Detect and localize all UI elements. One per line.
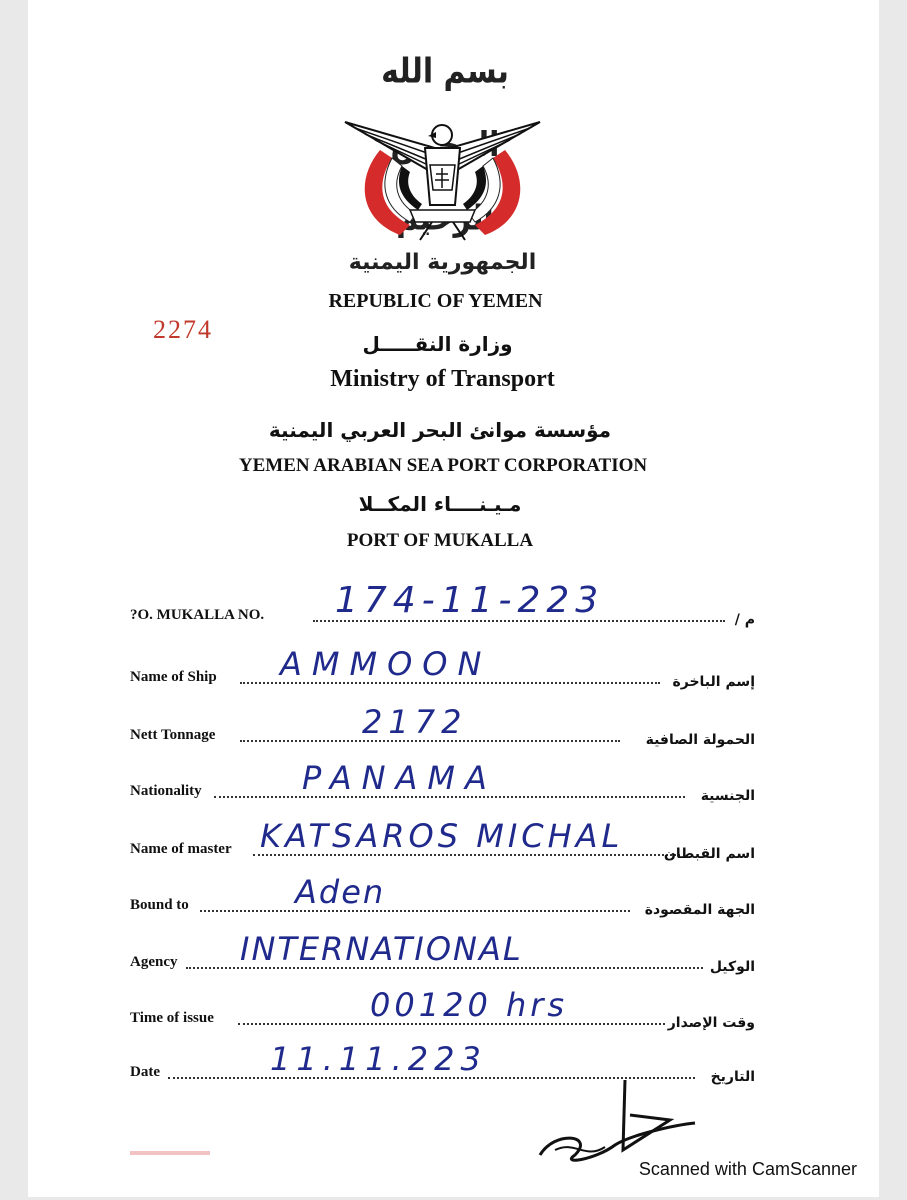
handwritten-value: Aden [295,873,386,911]
dotted-line [200,910,630,912]
signature-icon [535,1075,705,1165]
field-label-en: Time of issue [130,1010,214,1026]
field-label-ar: التاريخ [710,1069,755,1085]
field-label-en: Name of master [130,841,232,857]
form-row-bound-to [130,873,755,920]
port-title: PORT OF MUKALLA [346,530,534,551]
ministry-arabic: وزارة النقـــــل [362,332,513,356]
corporation-title: YEMEN ARABIAN SEA PORT CORPORATION [238,455,648,476]
handwritten-value: KATSAROS MICHAL [260,817,624,855]
form-row-ship-name [130,645,755,692]
serial-number: 2274 [153,315,213,344]
handwritten-value: 2172 [362,703,468,741]
field-label-ar: اسم القبطان [663,846,755,862]
smudge-mark-icon [130,1150,210,1156]
form-row-time-of-issue [130,986,755,1033]
form-row-nationality [130,759,755,806]
bismillah-calligraphy: بسم الله [381,51,509,92]
handwritten-value: 11.11.223 [270,1040,487,1078]
form-row-master-name [130,817,755,864]
handwritten-value: 00120 hrs [370,986,569,1024]
republic-title: REPUBLIC OF YEMEN [328,290,543,312]
field-label-en: Name of Ship [130,669,217,685]
form-row-clearance-number [130,580,755,630]
state-name-arabic: الجمهورية اليمنية [348,250,537,275]
ministry-title: Ministry of Transport [330,366,555,392]
handwritten-value: AMMOON [280,645,492,683]
handwritten-value: INTERNATIONAL [240,930,523,968]
field-label-en: Date [130,1064,160,1080]
field-label-ar: م / [734,612,755,628]
yemen-eagle-emblem-icon [340,110,545,245]
field-label-ar: الجنسية [700,788,755,804]
field-label-en: Nett Tonnage [130,727,216,743]
field-label-ar: الحمولة الصافية [645,732,755,748]
field-label-en: Bound to [130,897,189,913]
field-label-ar: الجهة المقصودة [644,902,755,918]
port-arabic: مـيـنــــاء المكــلا [358,492,522,516]
handwritten-value: PANAMA [302,759,497,797]
scanner-watermark: Scanned with CamScanner [638,1159,857,1179]
field-label-en: ?O. MUKALLA NO. [130,607,265,623]
field-label-ar: وقت الإصدار [667,1015,755,1031]
handwritten-value: 174-11-223 [335,580,605,621]
form-row-agency [130,930,755,977]
field-label-ar: الوكيل [709,959,755,975]
corporation-arabic: مؤسسة موانئ البحر العربي اليمنية [268,418,612,442]
field-label-en: Nationality [130,783,202,799]
field-label-en: Agency [130,954,178,970]
field-label-ar: إسم الباخرة [672,674,755,690]
form-row-nett-tonnage [130,703,755,750]
